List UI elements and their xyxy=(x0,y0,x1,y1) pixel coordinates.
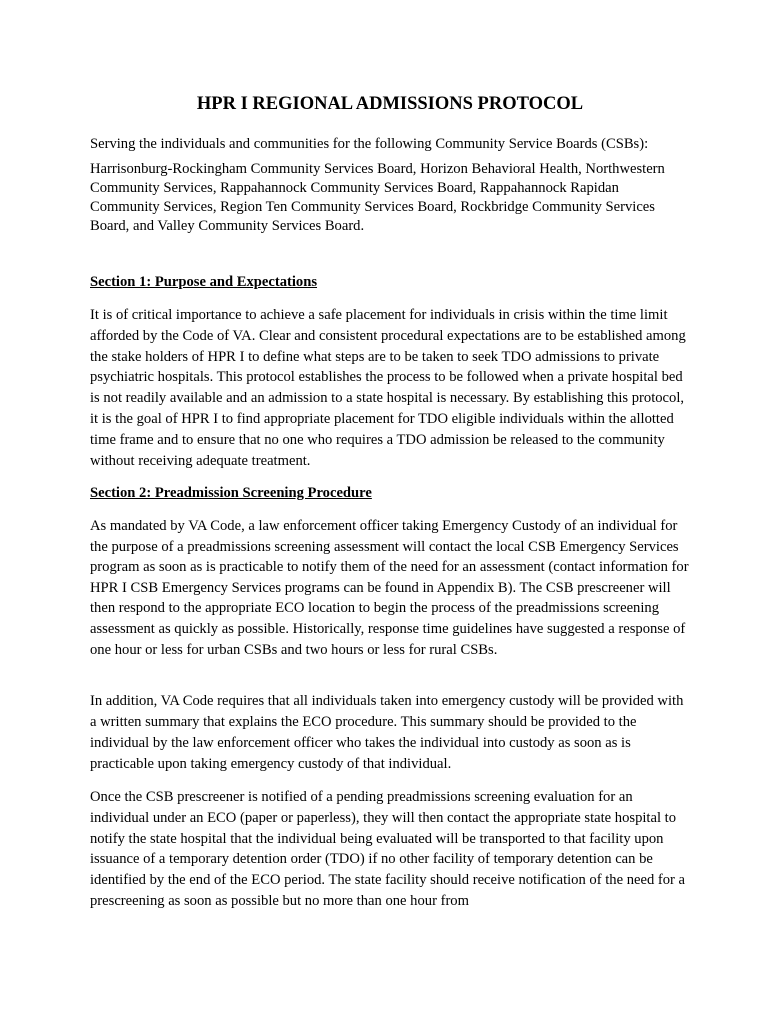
section-1-heading: Section 1: Purpose and Expectations xyxy=(90,274,318,290)
section-2-paragraph-1: As mandated by VA Code, a law enforcement officer taking Emergency Custody of an individual for the purpose of a preadmissions screening assessment will contact the local CSB Emergency Services program as soon as is practicable to notify them of the need for an assessment (contact information for HPR I CSB Emergency Services programs can be found in Appendix B). The CSB prescreener will then respond to the appropriate ECO location to begin the process of the preadmissions screening assessment as quickly as possible. Historically, response time guidelines have suggested a response of one hour or less for urban CSBs and two hours or less for rural CSBs. xyxy=(90,518,689,658)
intro-paragraph: Serving the individuals and communities for the following Community Service Boards (CSBs): xyxy=(90,136,649,152)
section-2-paragraph-2: In addition, VA Code requires that all individuals taken into emergency custody will be provided with a written summary that explains the ECO procedure. This summary should be provided to the individual by the law enforcement officer who takes the individual into custody as soon as is practicable upon taking emergency custody of that individual. xyxy=(90,693,684,772)
section-1-paragraph: It is of critical importance to achieve a safe placement for individuals in crisis within the time limit afforded by the Code of VA. Clear and consistent procedural expectations are to be established among the stake holders of HPR I to define what steps are to be taken to seek TDO admissions to private psychiatric hospitals. This protocol establishes the process to be followed when a private hospital bed is not readily available and an admission to a state hospital is necessary. By establishing this protocol, it is the goal of HPR I to find appropriate placement for TDO eligible individuals within the allotted time frame and to ensure that no one who requires a TDO admission be released to the community without receiving adequate treatment. xyxy=(90,307,686,469)
document-title: HPR I REGIONAL ADMISSIONS PROTOCOL xyxy=(196,94,584,114)
csb-list-paragraph: Harrisonburg-Rockingham Community Services Board, Horizon Behavioral Health, Northwestern Community Services, Rappahannock Community Services Board, Rappahannock Rapidan Community Services, Region Ten Community Services Board, Rockbridge Community Services Board, and Valley Community Services Board. xyxy=(90,161,665,234)
section-2-paragraph-3: Once the CSB prescreener is notified of a pending preadmissions screening evaluation for an individual under an ECO (paper or paperless), they will then contact the appropriate state hospital to notify the state hospital that the individual being evaluated will be transported to that facility upon issuance of a temporary detention order (TDO) if no other facility of temporary detention can be identified by the end of the ECO period. The state facility should receive notification of the need for a prescreening as soon as possible but no more than one hour from xyxy=(90,789,686,909)
section-2-heading: Section 2: Preadmission Screening Procedure xyxy=(90,485,372,501)
